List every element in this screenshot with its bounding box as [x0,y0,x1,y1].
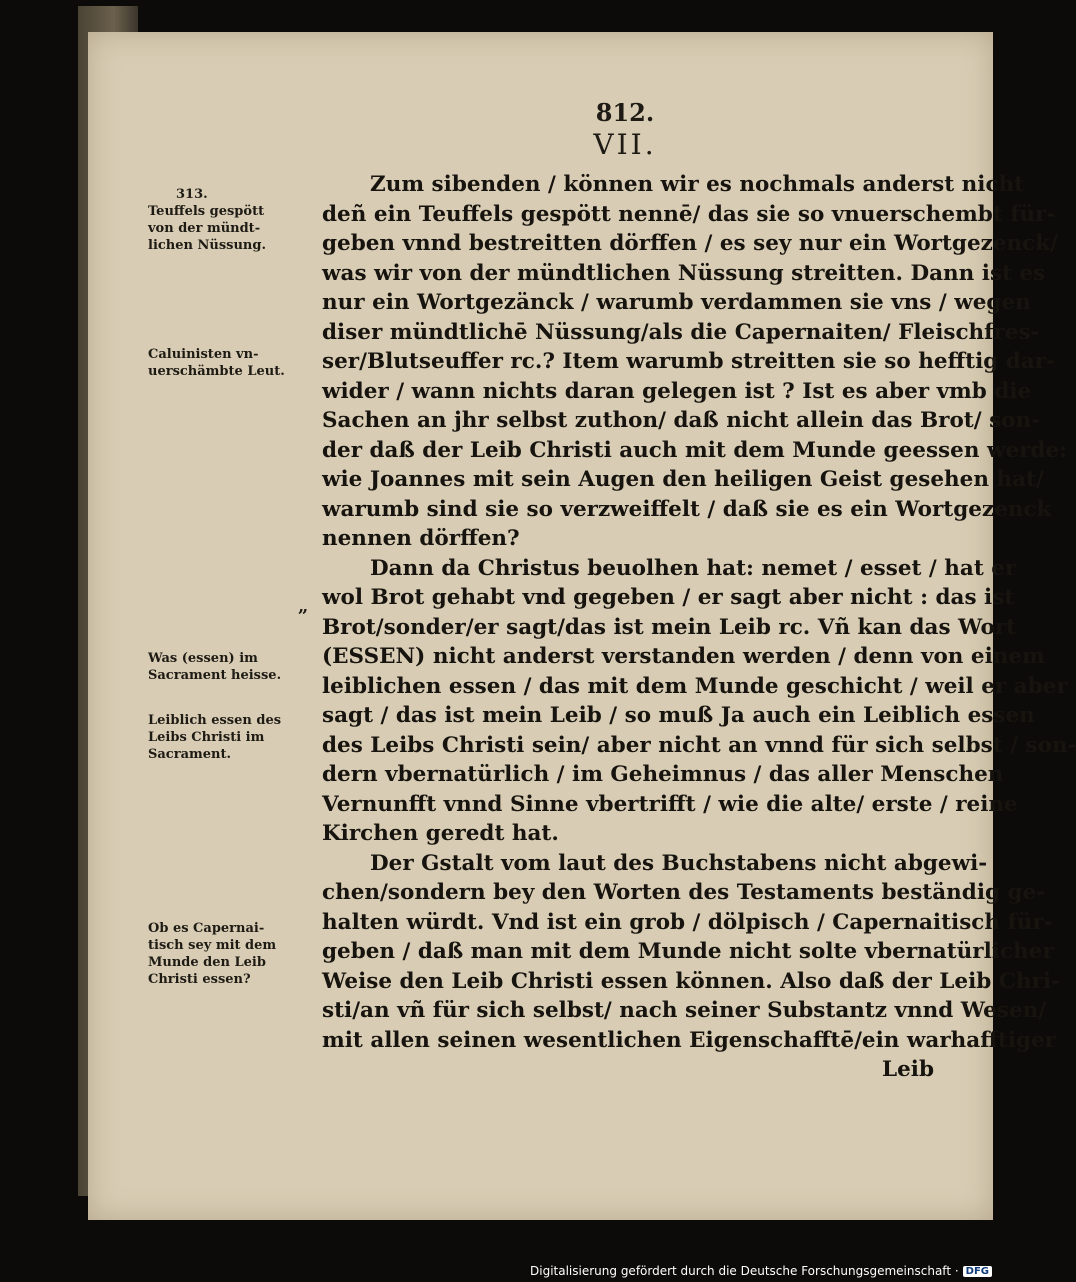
margin-note-line: Sacrament. [148,747,232,762]
dfg-logo: DFG [963,1266,992,1277]
text-line: Sachen an jhr selbst zuthon/ daß nicht allein das Brot/ son- [322,408,1041,433]
text-line: wol Brot gehabt vnd gegeben / er sagt aber nicht : das ist [322,585,1015,610]
margin-note-line: von der mündt- [148,221,261,236]
margin-note-4 [148,712,323,763]
margin-note-5 [148,920,323,988]
text-line: Der Gstalt vom laut des Buchstabens nicht abgewi- [370,850,988,876]
text-line: Dann da Christus beuolhen hat: nemet / esset / hat er [370,555,1017,581]
text-line: ser/Blutseuffer rc.? Item warumb streitten sie so hefftig dar- [322,349,1055,374]
text-line: wider / wann nichts daran gelegen ist ? Ist es aber vmb die [322,378,1032,404]
text-line: nennen dörffen? [322,526,520,551]
text-line: deñ ein Teuffels gespött nennē/ das sie so vnuerschembt für- [322,201,1056,227]
page-number: 812. [595,98,655,127]
margin-note-line: 313. [176,187,208,202]
text-line: geben / daß man mit dem Munde nicht solte vbernatürlicher [322,939,1054,964]
margin-note-line: Munde den Leib [148,955,266,970]
text-line: der daß der Leib Christi auch mit dem Munde geessen werde: [322,437,1068,463]
text-line: wie Joannes mit sein Augen den heiligen Geist gesehen hat/ [322,467,1044,492]
text-line: geben vnnd bestreitten dörffen / es sey nur ein Wortgezenck/ [322,231,1059,256]
text-line: leiblichen essen / das mit dem Munde geschicht / weil er aber [322,673,1068,699]
margin-note-line: uerschämbte Leut. [148,364,285,379]
text-line: (ESSEN) nicht anderst verstanden werden / denn von einem [322,644,1045,669]
text-line: diser mündtlichē Nüssung/als die Capernaiten/ Fleischfres- [322,319,1040,345]
text-line: nur ein Wortgezänck / warumb verdammen sie vns / wegen [322,290,1031,315]
margin-note-line: tisch sey mit dem [148,938,277,953]
quotation-mark: „ [298,596,309,617]
text-line: Vernunfft vnnd Sinne vbertrifft / wie die alte/ erste / reine [322,791,1018,817]
digitization-credit [530,1264,992,1278]
margin-note-line: lichen Nüssung. [148,238,266,253]
text-line: Zum sibenden / können wir es nochmals anderst nicht [370,172,1025,197]
text-line: chen/sondern bey den Worten des Testaments beständig ge- [322,880,1046,905]
margin-note-line: Sacrament heisse. [148,668,282,683]
text-line: mit allen seinen wesentlichen Eigenschafftē/ein warhafftiger [322,1027,1057,1053]
text-line: sti/an vñ für sich selbst/ nach seiner Substantz vnnd Wesen/ [322,998,1047,1023]
section-numeral: VII. [593,128,657,161]
text-line: Leib [882,1057,934,1082]
margin-note-1 [148,186,323,254]
margin-note-line: Was (essen) im [148,651,258,666]
text-line: Brot/sonder/er sagt/das ist mein Leib rc. Vñ kan das Wort [322,614,1017,640]
body-text [322,170,1076,1085]
margin-note-line: Leiblich essen des [148,713,282,728]
margin-note-line: Teuffels gespött [148,204,265,219]
text-line: dern vbernatürlich / im Geheimnus / das aller Menschen [322,762,1004,787]
text-line: halten würdt. Vnd ist ein grob / dölpisch / Capernaitisch für- [322,909,1053,935]
text-line: des Leibs Christi sein/ aber nicht an vnnd für sich selbst / son- [322,732,1076,758]
text-line: sagt / das ist mein Leib / so muß Ja auch ein Leiblich essen [322,703,1035,728]
credit-text: Digitalisierung gefördert durch die Deutsche Forschungsgemeinschaft · [530,1264,959,1278]
margin-note-line: Leibs Christi im [148,730,265,745]
margin-note-line: Caluinisten vn- [148,347,259,362]
text-line: warumb sind sie so verzweiffelt / daß sie es ein Wortgezenck [322,496,1052,522]
margin-note-line: Christi essen? [148,972,251,987]
margin-note-line: Ob es Capernai- [148,921,265,936]
margin-note-3 [148,650,323,684]
text-line: Weise den Leib Christi essen können. Also daß der Leib Chri- [322,968,1060,994]
text-line: Kirchen geredt hat. [322,821,559,846]
text-line: was wir von der mündtlichen Nüssung streitten. Dann ist es [322,260,1046,286]
margin-note-2 [148,346,323,380]
